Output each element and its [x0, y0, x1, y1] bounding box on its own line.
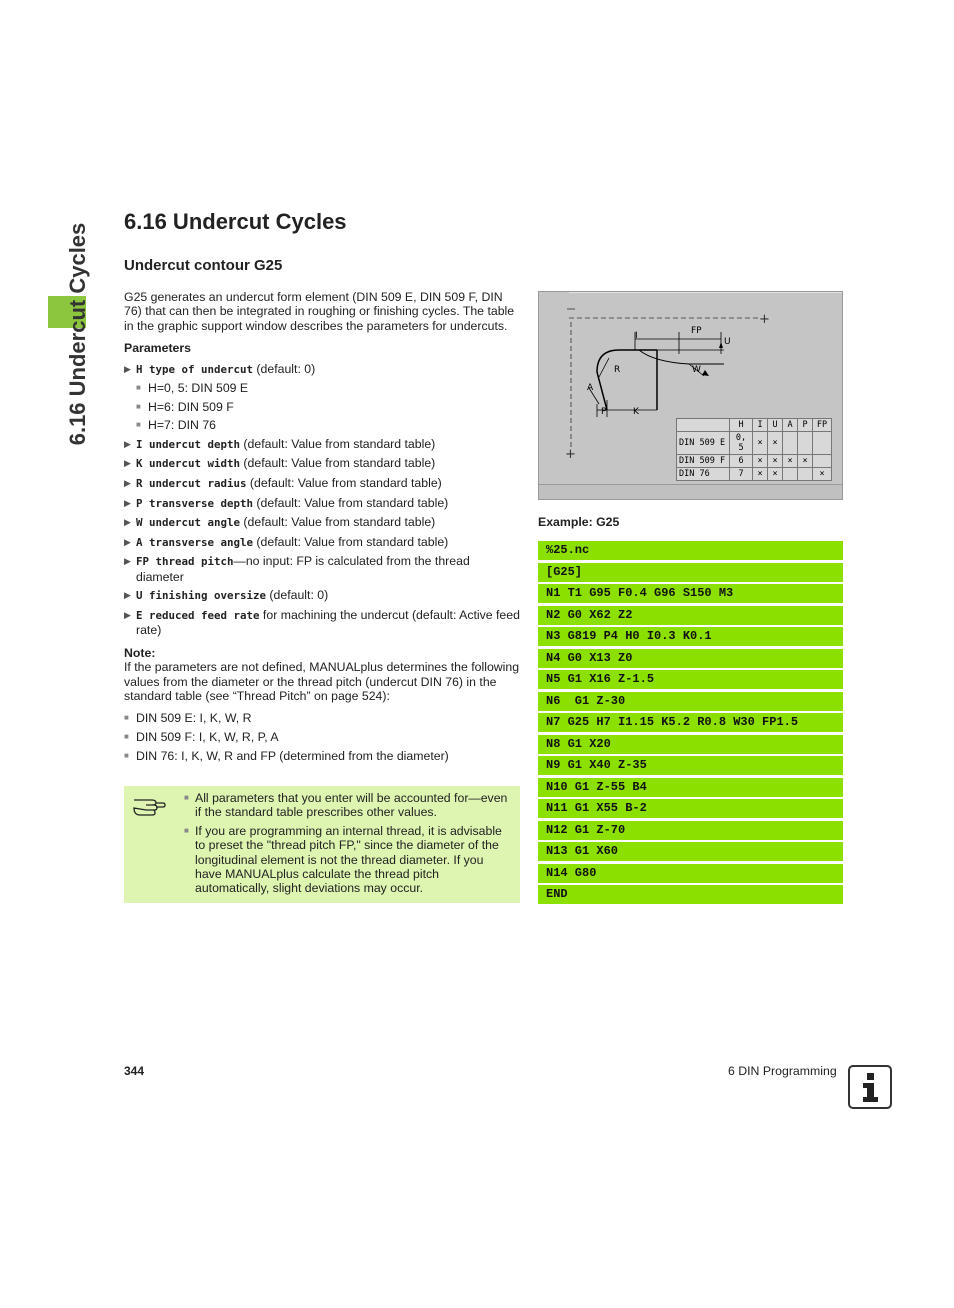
- h-option: ■ H=6: DIN 509 F: [136, 400, 520, 414]
- code-line: N9 G1 X40 Z-35: [538, 756, 843, 775]
- note-heading: Note:: [124, 645, 156, 660]
- code-line: N5 G1 X16 Z-1.5: [538, 670, 843, 689]
- intro-paragraph: G25 generates an undercut form element (DIN 509 E, DIN 509 F, DIN 76) that can then be integrated in roughing or finishing cycles. The table in the graphic support window describes the parameters for undercuts.: [124, 290, 515, 333]
- svg-text:U: U: [724, 337, 731, 347]
- param-e: ▶ E reduced feed rate for machining the undercut (default: Active feed rate): [124, 608, 520, 638]
- diagram-status-bar: [539, 484, 842, 499]
- h-option: ■ H=0, 5: DIN 509 E: [136, 381, 520, 395]
- nc-program-listing: [538, 541, 843, 907]
- h-option: ■ H=7: DIN 76: [136, 418, 520, 432]
- param-a: ▶ A transverse angle (default: Value from standard table): [124, 535, 520, 550]
- param-r: ▶ R undercut radius (default: Value from standard table): [124, 476, 520, 491]
- code-line: N3 G819 P4 H0 I0.3 K0.1: [538, 627, 843, 646]
- code-line: N1 T1 G95 F0.4 G96 S150 M3: [538, 584, 843, 603]
- parameter-table: H I U A P FP DIN 509 E 0, 5 × × DIN 509 F 6 × × × × DIN 76 7 × × ×: [676, 418, 832, 481]
- note-paragraph: If the parameters are not defined, MANUALplus determines the following values from the diameter or the thread pitch (undercut DIN 76) in the standard table (see “Thread Pitch” on page 524):: [124, 660, 520, 703]
- param-i: ▶ I undercut depth (default: Value from standard table): [124, 437, 520, 452]
- svg-text:R: R: [614, 365, 621, 375]
- svg-text:W: W: [692, 365, 701, 375]
- svg-text:K: K: [633, 407, 639, 417]
- code-line: [G25]: [538, 563, 843, 582]
- din-item: ■ DIN 509 E: I, K, W, R: [124, 711, 520, 725]
- code-line: N2 G0 X62 Z2: [538, 606, 843, 625]
- code-line: END: [538, 885, 843, 904]
- code-line: N8 G1 X20: [538, 735, 843, 754]
- param-u: ▶ U finishing oversize (default: 0): [124, 588, 520, 603]
- din-list: [124, 711, 520, 763]
- param-h: ▶ H type of undercut (default: 0) ■ H=0, 5: DIN 509 E ■ H=6: DIN 509 F ■ H=7: DIN 76: [124, 362, 520, 433]
- tip-box: [124, 786, 520, 903]
- code-line: N11 G1 X55 B-2: [538, 799, 843, 818]
- svg-text:FP: FP: [691, 326, 702, 336]
- svg-text:A: A: [587, 383, 594, 393]
- info-glyph: [850, 1067, 890, 1107]
- svg-text:I: I: [635, 331, 638, 341]
- code-line: N14 G80: [538, 864, 843, 883]
- code-line: %25.nc: [538, 541, 843, 560]
- tip-item: ■ If you are programming an internal thread, it is advisable to preset the "thread pitch FP," since the diameter of the longitudinal element is not the thread diameter. If you have MANUALplus calculate the thread pitch automatically, slight deviations may occur.: [184, 824, 512, 896]
- section-title: Undercut contour G25: [124, 257, 283, 274]
- chapter-name: 6 DIN Programming: [728, 1064, 837, 1078]
- info-icon: [848, 1065, 892, 1109]
- tip-list: [184, 791, 512, 900]
- code-line: N12 G1 Z-70: [538, 821, 843, 840]
- din-item: ■ DIN 509 F: I, K, W, R, P, A: [124, 730, 520, 744]
- parameter-list: [124, 362, 520, 638]
- pointing-hand-icon: [132, 792, 166, 818]
- parameters-heading: Parameters: [124, 341, 191, 356]
- code-line: N6 G1 Z-30: [538, 692, 843, 711]
- code-line: N7 G25 H7 I1.15 K5.2 R0.8 W30 FP1.5: [538, 713, 843, 732]
- side-chapter-title: 6.16 Undercut Cycles: [65, 222, 90, 446]
- svg-text:+: +: [759, 312, 770, 327]
- tip-item: ■ All parameters that you enter will be accounted for—even if the standard table prescribes other values.: [184, 791, 512, 820]
- example-heading: Example: G25: [538, 515, 620, 529]
- code-line: N4 G0 X13 Z0: [538, 649, 843, 668]
- param-p: ▶ P transverse depth (default: Value from standard table): [124, 496, 520, 511]
- h-options: [136, 381, 520, 433]
- svg-text:+: +: [565, 447, 576, 462]
- param-w: ▶ W undercut angle (default: Value from standard table): [124, 515, 520, 530]
- left-column: [124, 290, 520, 767]
- page-title: 6.16 Undercut Cycles: [124, 209, 347, 234]
- svg-text:P: P: [601, 407, 607, 417]
- code-line: N10 G1 Z-55 B4: [538, 778, 843, 797]
- code-line: N13 G1 X60: [538, 842, 843, 861]
- param-k: ▶ K undercut width (default: Value from standard table): [124, 456, 520, 471]
- din-item: ■ DIN 76: I, K, W, R and FP (determined from the diameter): [124, 749, 520, 763]
- page-number: 344: [124, 1064, 145, 1078]
- undercut-diagram: [538, 291, 843, 500]
- param-fp: ▶ FP thread pitch—no input: FP is calculated from the thread diameter: [124, 554, 520, 584]
